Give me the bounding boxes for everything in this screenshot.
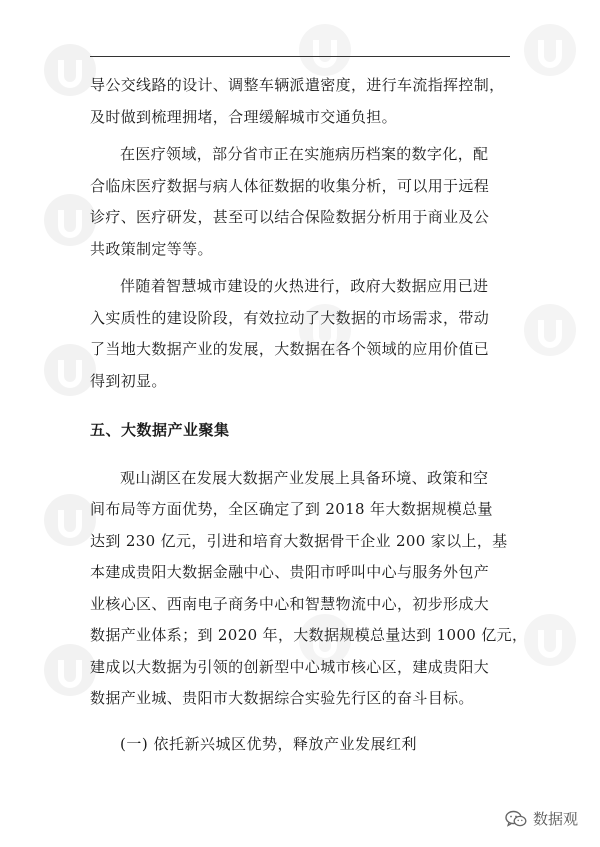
text-line: 了当地大数据产业的发展，大数据在各个领域的应用价值已 — [90, 340, 490, 358]
paragraph-traffic — [90, 70, 512, 133]
text-line: 观山湖区在发展大数据产业发展上具备环境、政策和空 — [120, 468, 489, 487]
watermark-logo-icon — [520, 20, 580, 80]
text-line: 达到 230 亿元，引进和培育大数据骨干企业 200 家以上，基 — [90, 531, 508, 550]
text-line: 数据产业城、贵阳市大数据综合实验先行区的奋斗目标。 — [90, 689, 474, 707]
text-line: 在医疗领域，部分省市正在实施病历档案的数字化，配 — [120, 145, 489, 163]
text-line: 诊疗、医疗研发，甚至可以结合保险数据分析用于商业及公 — [90, 208, 490, 226]
paragraph-guanshanhu — [90, 463, 528, 715]
paragraph-medical — [90, 139, 512, 265]
subsection-heading: (一) 依托新兴城区优势，释放产业发展红利 — [120, 734, 417, 753]
text-line: 导公交线路的设计、调整车辆派遣密度，进行车流指挥控制， — [90, 76, 505, 94]
paragraph-smart-city — [90, 271, 512, 397]
text-line: 得到初显。 — [90, 371, 167, 390]
document-body — [90, 70, 528, 760]
watermark-column — [0, 40, 80, 840]
text-line: 共政策制定等等。 — [90, 239, 213, 258]
section-heading: 五、大数据产业聚集 — [90, 421, 230, 439]
brand-badge[interactable] — [505, 808, 578, 829]
text-line: 数据产业体系；到 2020 年，大数据规模总量达到 1000 亿元， — [90, 626, 528, 644]
text-line: 本建成贵阳大数据金融中心、贵阳市呼叫中心与服务外包产 — [90, 563, 490, 581]
text-line: 合临床医疗数据与病人体征数据的收集分析，可以用于远程 — [90, 176, 490, 195]
text-line: 建成以大数据为引领的创新型中心城市核心区，建成贵阳大 — [90, 657, 490, 676]
header-rule — [90, 56, 510, 57]
text-line: 及时做到梳理拥堵，合理缓解城市交通负担。 — [90, 107, 398, 126]
text-line: 伴随着智慧城市建设的火热进行，政府大数据应用已进 — [120, 277, 489, 295]
watermark-logo-icon — [520, 300, 580, 360]
brand-name: 数据观 — [532, 810, 578, 828]
text-line: 业核心区、西南电子商务中心和智慧物流中心，初步形成大 — [90, 594, 490, 613]
text-line: 间布局等方面优势，全区确定了到 2018 年大数据规模总量 — [90, 500, 493, 518]
wechat-icon — [505, 810, 527, 828]
watermark-logo-icon — [520, 610, 580, 670]
text-line: 入实质性的建设阶段，有效拉动了大数据的市场需求，带动 — [90, 308, 490, 327]
